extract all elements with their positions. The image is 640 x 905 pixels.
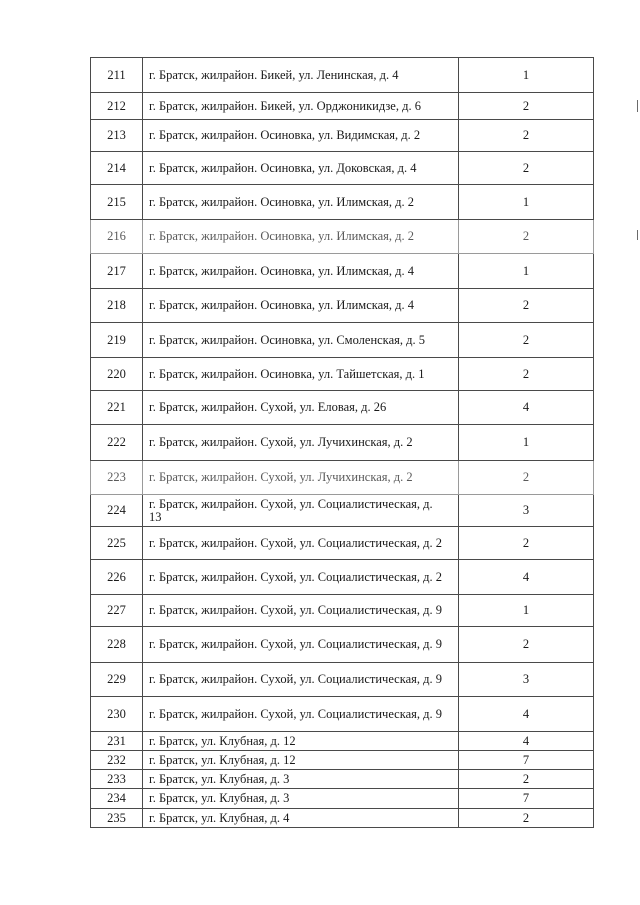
row-quantity: 2 xyxy=(459,809,594,828)
scan-edge-mark xyxy=(637,100,638,112)
row-quantity: 2 xyxy=(459,220,594,254)
table-row xyxy=(91,425,594,461)
table-row xyxy=(91,627,594,663)
row-number: 220 xyxy=(91,358,143,391)
row-number: 224 xyxy=(91,495,143,527)
table-row xyxy=(91,789,594,809)
row-address: г. Братск, жилрайон. Бикей, ул. Орджоникидзе, д. 6 xyxy=(143,93,459,120)
row-address: г. Братск, жилрайон. Осиновка, ул. Илимская, д. 2 xyxy=(143,185,459,220)
row-number: 235 xyxy=(91,809,143,828)
row-address: г. Братск, ул. Клубная, д. 3 xyxy=(143,789,459,809)
row-number: 219 xyxy=(91,323,143,358)
row-quantity: 1 xyxy=(459,185,594,220)
row-address: г. Братск, жилрайон. Сухой, ул. Социалистическая, д. 2 xyxy=(143,527,459,560)
row-address: г. Братск, жилрайон. Осиновка, ул. Тайшетская, д. 1 xyxy=(143,358,459,391)
table-row xyxy=(91,289,594,323)
row-number: 234 xyxy=(91,789,143,809)
row-address: г. Братск, жилрайон. Осиновка, ул. Видимская, д. 2 xyxy=(143,120,459,152)
row-number: 215 xyxy=(91,185,143,220)
row-number: 216 xyxy=(91,220,143,254)
table-row xyxy=(91,495,594,527)
row-address: г. Братск, жилрайон. Сухой, ул. Социалистическая, д. 9 xyxy=(143,627,459,663)
row-number: 213 xyxy=(91,120,143,152)
table-row xyxy=(91,152,594,185)
row-number: 232 xyxy=(91,751,143,770)
row-quantity: 4 xyxy=(459,697,594,732)
row-address: г. Братск, жилрайон. Осиновка, ул. Илимская, д. 4 xyxy=(143,289,459,323)
row-address: г. Братск, жилрайон. Осиновка, ул. Илимская, д. 4 xyxy=(143,254,459,289)
row-quantity: 1 xyxy=(459,425,594,461)
row-quantity: 2 xyxy=(459,120,594,152)
row-address: г. Братск, жилрайон. Сухой, ул. Социалистическая, д. 13 xyxy=(143,495,459,527)
table-row xyxy=(91,697,594,732)
row-address: г. Братск, жилрайон. Осиновка, ул. Илимская, д. 2 xyxy=(143,220,459,254)
table-row xyxy=(91,663,594,697)
row-number: 212 xyxy=(91,93,143,120)
row-quantity: 1 xyxy=(459,254,594,289)
row-address: г. Братск, жилрайон. Сухой, ул. Социалистическая, д. 9 xyxy=(143,663,459,697)
row-quantity: 2 xyxy=(459,627,594,663)
row-number: 225 xyxy=(91,527,143,560)
row-address: г. Братск, жилрайон. Осиновка, ул. Доковская, д. 4 xyxy=(143,152,459,185)
row-address: г. Братск, ул. Клубная, д. 3 xyxy=(143,770,459,789)
row-quantity: 2 xyxy=(459,323,594,358)
row-number: 223 xyxy=(91,461,143,495)
row-address: г. Братск, жилрайон. Сухой, ул. Социалистическая, д. 9 xyxy=(143,595,459,627)
row-number: 231 xyxy=(91,732,143,751)
table-row xyxy=(91,254,594,289)
row-quantity: 1 xyxy=(459,58,594,93)
row-quantity: 2 xyxy=(459,527,594,560)
row-quantity: 3 xyxy=(459,495,594,527)
address-table xyxy=(90,57,594,828)
table-row xyxy=(91,560,594,595)
table-row xyxy=(91,461,594,495)
table-row xyxy=(91,93,594,120)
row-quantity: 1 xyxy=(459,595,594,627)
row-number: 229 xyxy=(91,663,143,697)
row-address: г. Братск, жилрайон. Сухой, ул. Социалистическая, д. 2 xyxy=(143,560,459,595)
row-address: г. Братск, ул. Клубная, д. 12 xyxy=(143,732,459,751)
table-row xyxy=(91,220,594,254)
row-address: г. Братск, жилрайон. Сухой, ул. Лучихинская, д. 2 xyxy=(143,425,459,461)
row-number: 226 xyxy=(91,560,143,595)
table-row xyxy=(91,527,594,560)
table-row xyxy=(91,751,594,770)
row-quantity: 3 xyxy=(459,663,594,697)
table-row xyxy=(91,809,594,828)
scan-edge-mark xyxy=(637,230,638,240)
row-quantity: 2 xyxy=(459,289,594,323)
row-number: 228 xyxy=(91,627,143,663)
row-quantity: 4 xyxy=(459,391,594,425)
row-address: г. Братск, жилрайон. Сухой, ул. Социалистическая, д. 9 xyxy=(143,697,459,732)
table-row xyxy=(91,185,594,220)
row-address: г. Братск, жилрайон. Сухой, ул. Лучихинская, д. 2 xyxy=(143,461,459,495)
row-number: 218 xyxy=(91,289,143,323)
address-table-body xyxy=(91,58,594,828)
table-row xyxy=(91,595,594,627)
row-number: 227 xyxy=(91,595,143,627)
row-address: г. Братск, жилрайон. Бикей, ул. Ленинская, д. 4 xyxy=(143,58,459,93)
row-number: 214 xyxy=(91,152,143,185)
table-row xyxy=(91,770,594,789)
table-row xyxy=(91,120,594,152)
row-address: г. Братск, жилрайон. Сухой, ул. Еловая, д. 26 xyxy=(143,391,459,425)
row-quantity: 7 xyxy=(459,789,594,809)
row-quantity: 2 xyxy=(459,358,594,391)
row-address: г. Братск, ул. Клубная, д. 4 xyxy=(143,809,459,828)
table-row xyxy=(91,391,594,425)
row-address: г. Братск, ул. Клубная, д. 12 xyxy=(143,751,459,770)
table-row xyxy=(91,323,594,358)
table-row xyxy=(91,732,594,751)
row-number: 221 xyxy=(91,391,143,425)
row-quantity: 2 xyxy=(459,93,594,120)
row-number: 211 xyxy=(91,58,143,93)
row-number: 217 xyxy=(91,254,143,289)
row-quantity: 4 xyxy=(459,732,594,751)
row-number: 222 xyxy=(91,425,143,461)
row-quantity: 2 xyxy=(459,770,594,789)
row-quantity: 4 xyxy=(459,560,594,595)
row-number: 230 xyxy=(91,697,143,732)
row-quantity: 7 xyxy=(459,751,594,770)
table-row xyxy=(91,58,594,93)
row-quantity: 2 xyxy=(459,152,594,185)
row-quantity: 2 xyxy=(459,461,594,495)
row-number: 233 xyxy=(91,770,143,789)
table-row xyxy=(91,358,594,391)
row-address: г. Братск, жилрайон. Осиновка, ул. Смоленская, д. 5 xyxy=(143,323,459,358)
